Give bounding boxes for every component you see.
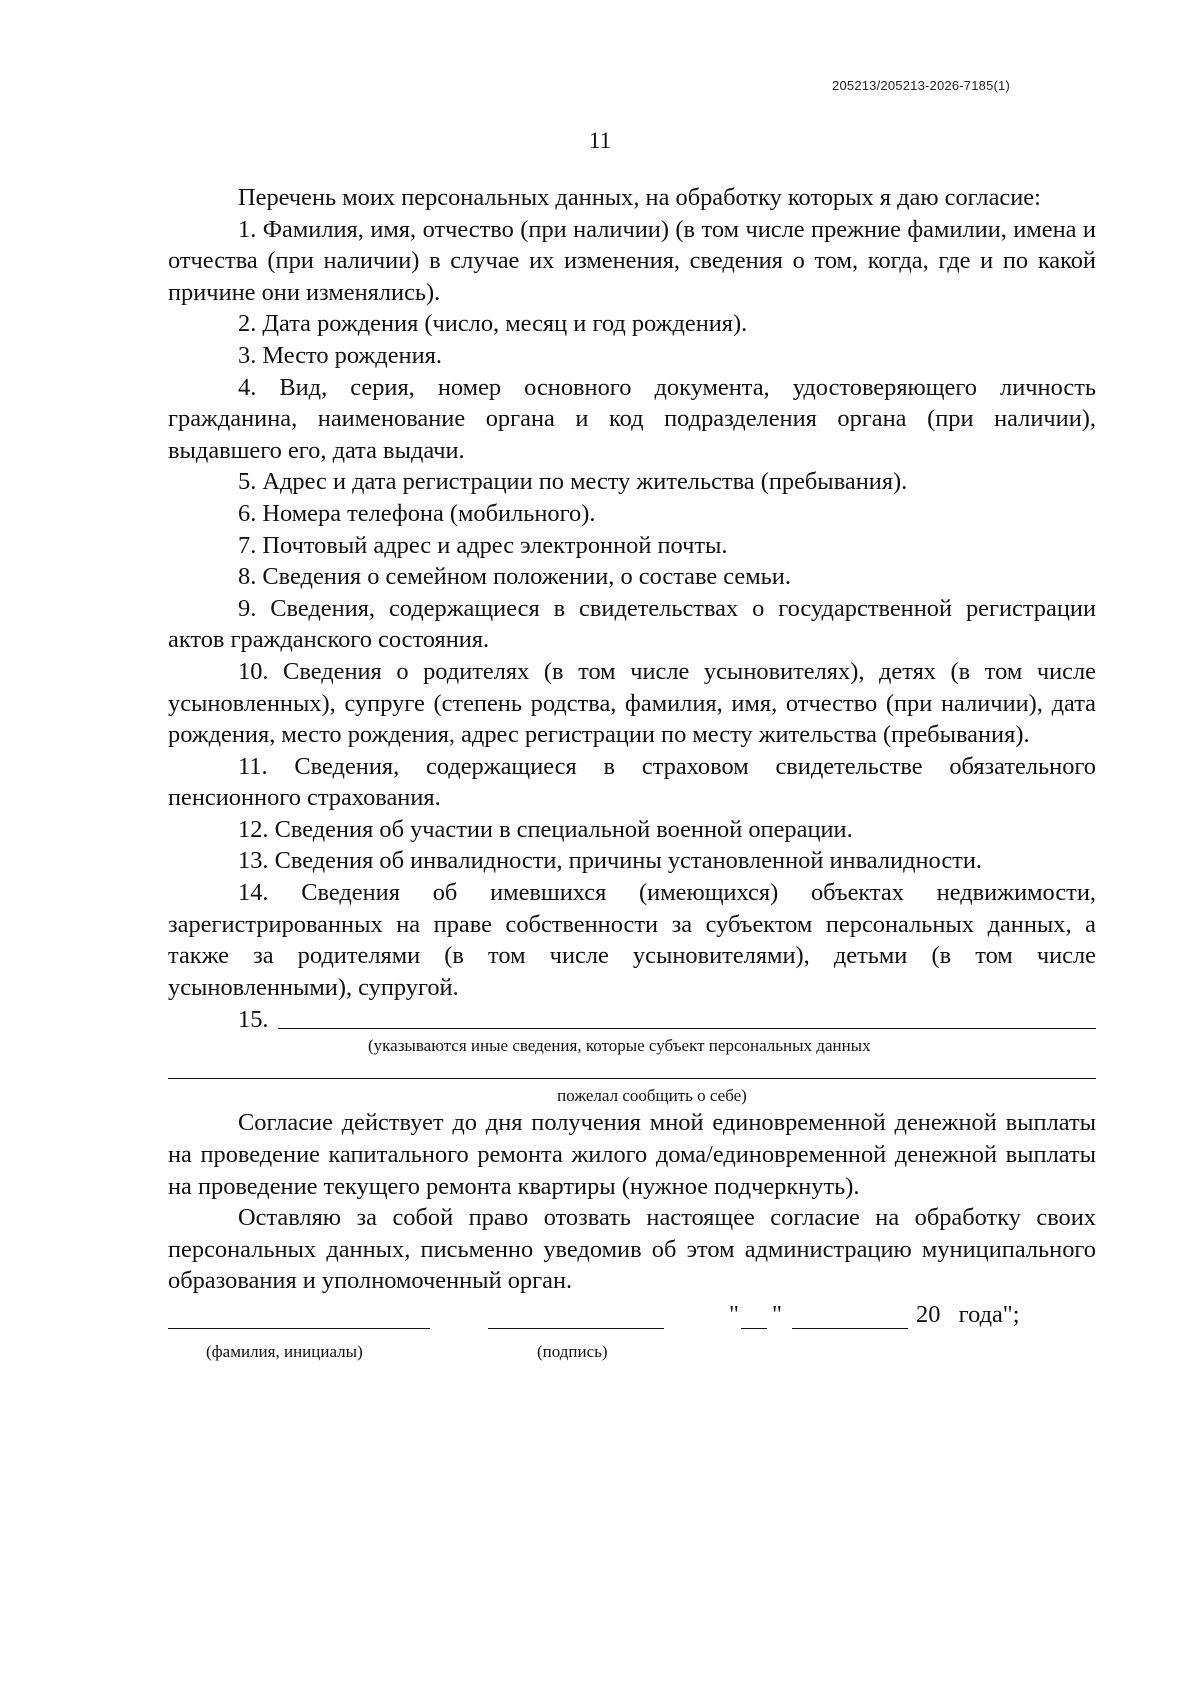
date-quote-close: " xyxy=(772,1301,782,1329)
month-line[interactable] xyxy=(792,1327,908,1329)
signature-row xyxy=(168,1301,1096,1361)
date-quote-open: " xyxy=(729,1301,739,1329)
blank-item-row xyxy=(168,1003,1096,1035)
list-item: 6. Номера телефона (мобильного). xyxy=(238,499,596,527)
list-item: 14. Сведения об имевшихся (имеющихся) объектах недвижимости, зарегистрированных на праве собственности за субъектом персональных данных, а также за родителями (в том числе усыновителями), детьми (в том числе усыновленными), супругой. xyxy=(168,879,1096,1001)
blank-caption-1: (указываются иные сведения, которые субъект персональных данных xyxy=(368,1036,871,1056)
signature-caption: (подпись) xyxy=(537,1342,608,1361)
blank-fill-line-2[interactable] xyxy=(168,1077,1096,1079)
list-item: 4. Вид, серия, номер основного документа, удостоверяющего личность гражданина, наименование органа и код подразделения органа (при наличии), выдавшего его, дата выдачи. xyxy=(168,373,1096,464)
year-text: 20 года"; xyxy=(916,1301,1020,1329)
list-item: 10. Сведения о родителях (в том числе усыновителях), детях (в том числе усыновленных), супруге (степень родства, фамилия, имя, отчество (при наличии), дата рождения, место рождения, адрес регистрации по месту жительства (пребывания). xyxy=(168,657,1096,749)
blank-caption-2: пожелал сообщить о себе) xyxy=(557,1086,747,1106)
list-item: 5. Адрес и дата регистрации по месту жительства (пребывания). xyxy=(238,468,908,496)
page-number: 11 xyxy=(588,128,612,153)
consent-paragraph: Согласие действует до дня получения мной единовременной денежной выплаты на проведение капитального ремонта жилого дома/единовременной денежной выплаты на проведение текущего ремонта квартиры (нужное подчеркнуть). xyxy=(168,1109,1096,1200)
name-caption: (фамилия, инициалы) xyxy=(206,1342,363,1361)
list-item: 3. Место рождения. xyxy=(238,341,442,369)
document-body xyxy=(168,182,1096,1361)
signature-line[interactable] xyxy=(488,1327,664,1329)
list-item: 12. Сведения об участии в специальной военной операции. xyxy=(238,815,853,843)
blank-fill-line[interactable] xyxy=(278,1027,1096,1029)
list-item: 11. Сведения, содержащиеся в страховом свидетельстве обязательного пенсионного страхования. xyxy=(168,752,1096,812)
list-item: 8. Сведения о семейном положении, о составе семьи. xyxy=(238,563,791,591)
document-id: 205213/205213-2026-7185(1) xyxy=(832,78,1010,93)
list-item: 9. Сведения, содержащиеся в свидетельствах о государственной регистрации актов гражданского состояния. xyxy=(168,594,1096,654)
day-line[interactable] xyxy=(741,1327,767,1329)
list-item: 2. Дата рождения (число, месяц и год рождения). xyxy=(238,310,748,338)
list-item: 13. Сведения об инвалидности, причины установленной инвалидности. xyxy=(238,847,982,875)
blank-item-number: 15. xyxy=(238,1005,269,1033)
consent-paragraph: Оставляю за собой право отозвать настоящее согласие на обработку своих персональных данных, письменно уведомив об этом администрацию муниципального образования и уполномоченный орган. xyxy=(168,1204,1096,1295)
intro-paragraph: Перечень моих персональных данных, на обработку которых я даю согласие: xyxy=(238,184,1041,211)
list-item: 1. Фамилия, имя, отчество (при наличии) (в том числе прежние фамилии, имена и отчества (при наличии) в случае их изменения, сведения о том, когда, где и по какой причине они изменялись). xyxy=(168,215,1096,306)
list-item: 7. Почтовый адрес и адрес электронной почты. xyxy=(238,531,728,559)
name-line[interactable] xyxy=(168,1327,430,1329)
